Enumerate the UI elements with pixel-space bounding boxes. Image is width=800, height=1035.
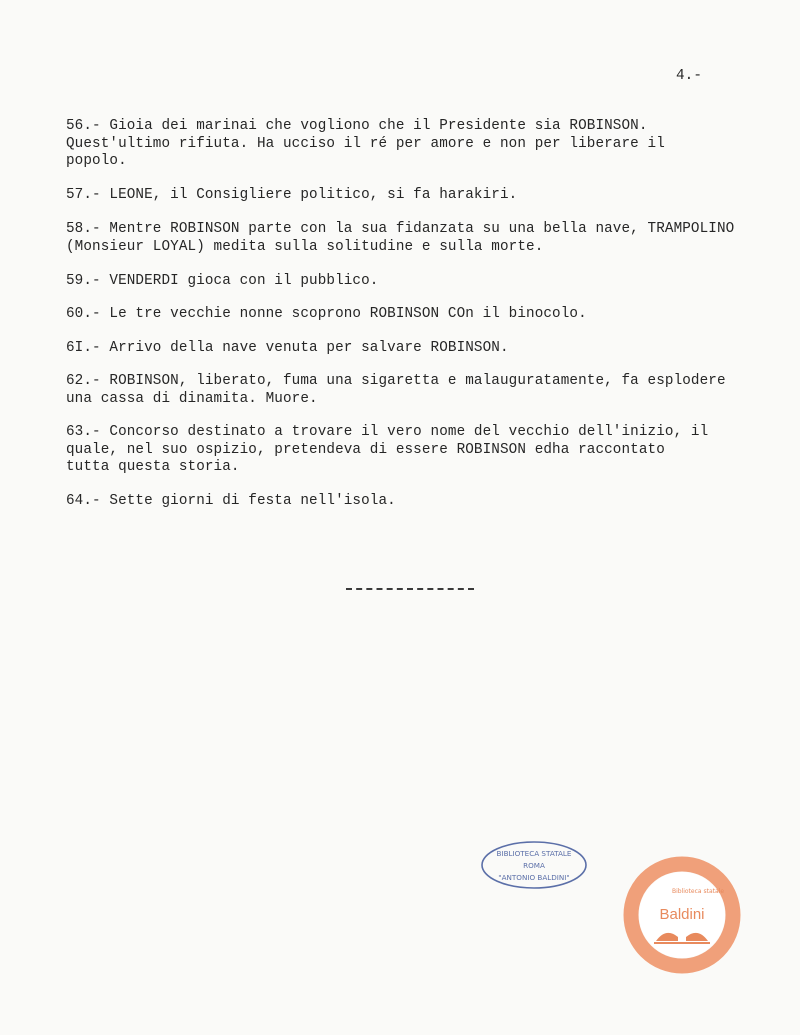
stamp-line-2: ROMA <box>523 861 545 870</box>
entry-60: 60.- Le tre vecchie nonne scoprono ROBINSON COn il binocolo. <box>66 306 587 322</box>
entry-56: 56.- Gioia dei marinai che vogliono che il Presidente sia ROBINSON. Quest'ultimo rifiuta. Ha ucciso il ré per amore e non per liberare il popolo. <box>66 118 665 169</box>
entry-61: 6I.- Arrivo della nave venuta per salvare ROBINSON. <box>66 340 509 356</box>
baldini-logo <box>622 855 742 975</box>
entry-64: 64.- Sette giorni di festa nell'isola. <box>66 493 396 509</box>
entry-59: 59.- VENDERDI gioca con il pubblico. <box>66 273 379 289</box>
library-stamp <box>479 839 589 891</box>
logo-top-text: Biblioteca statale <box>671 888 725 895</box>
stamp-line-1: BIBLIOTECA STATALE <box>496 849 572 858</box>
entry-63: 63.- Concorso destinato a trovare il vero nome del vecchio dell'inizio, il quale, nel suo ospizio, pretendeva di essere ROBINSON edha raccontato tutta questa storia. <box>66 424 709 475</box>
entry-57: 57.- LEONE, il Consigliere politico, si fa harakiri. <box>66 187 518 203</box>
entry-58: 58.- Mentre ROBINSON parte con la sua fidanzata su una bella nave, TRAMPOLINO (Monsieur LOYAL) medita sulla solitudine e sulla morte. <box>66 221 735 255</box>
separator-rule <box>346 588 474 590</box>
entry-62: 62.- ROBINSON, liberato, fuma una sigaretta e malauguratamente, fa esplodere una cassa di dinamita. Muore. <box>66 373 726 407</box>
page-number: 4.- <box>676 68 703 84</box>
stamp-line-3: "ANTONIO BALDINI" <box>498 873 570 882</box>
logo-name: Baldini <box>659 906 705 923</box>
